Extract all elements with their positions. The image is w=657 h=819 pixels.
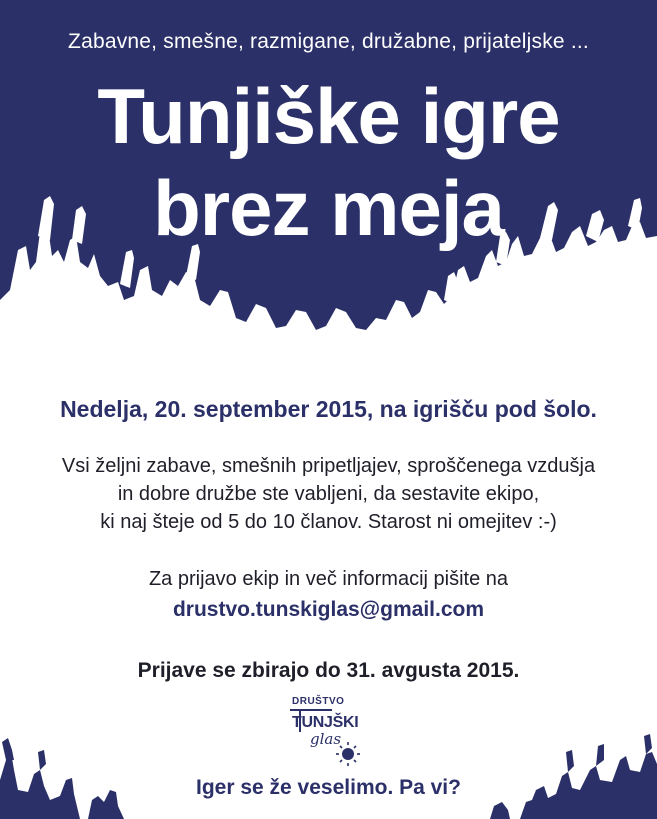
- description-line-2: in dobre družbe ste vabljeni, da sestavite ekipo,: [117, 483, 540, 505]
- event-title: [0, 70, 657, 254]
- logo-text-tunski: TUNJŠKI: [292, 714, 359, 731]
- contact-text: Za prijavo ekip in več informacij pišite na: [148, 568, 509, 590]
- logo-text-glas: glas: [310, 730, 342, 748]
- logo-text-drustvo: DRUŠTVO: [292, 696, 345, 707]
- description-line-1: Vsi željni zabave, smešnih pripetljajev, sproščenega vzdušja: [61, 455, 596, 477]
- tagline: Zabavne, smešne, razmigane, družabne, prijateljske ...: [68, 30, 589, 53]
- event-date-location: Nedelja, 20. september 2015, na igrišču pod šolo.: [60, 396, 597, 422]
- tunski-glas-logo: [280, 696, 380, 770]
- closing-line: Iger se že veselimo. Pa vi?: [196, 776, 461, 799]
- title-line-1: Tunjiške igre: [97, 72, 560, 160]
- email-link[interactable]: drustvo.tunskiglas@gmail.com: [172, 598, 485, 621]
- description-line-3: ki naj šteje od 5 do 10 članov. Starost ni omejitev :-): [100, 511, 557, 533]
- description: [0, 452, 657, 536]
- title-line-2: brez meja: [153, 164, 504, 252]
- registration-deadline: Prijave se zbirajo do 31. avgusta 2015.: [137, 659, 520, 682]
